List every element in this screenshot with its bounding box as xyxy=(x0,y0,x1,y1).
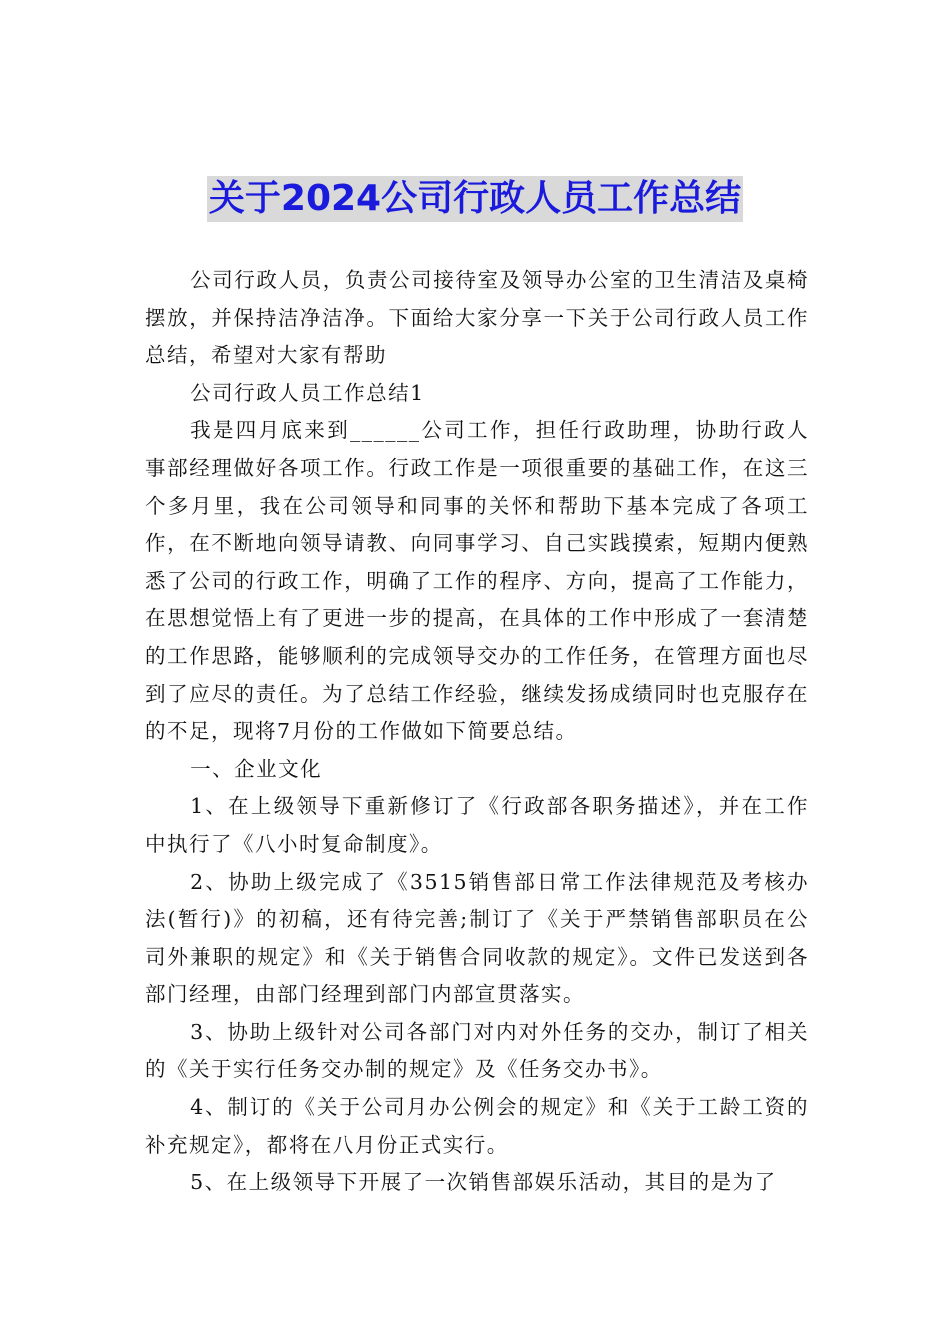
document-body xyxy=(145,262,809,1202)
list-item-3: 3、协助上级针对公司各部门对内对外任务的交办，制订了相关的《关于实行任务交办制的规定》及《任务交办书》。 xyxy=(145,1019,809,1082)
title-container xyxy=(0,176,950,222)
document-title: 关于2024公司行政人员工作总结 xyxy=(207,176,743,222)
intro-paragraph: 公司行政人员，负责公司接待室及领导办公室的卫生清洁及桌椅摆放，并保持洁净洁净。下面给大家分享一下关于公司行政人员工作总结，希望对大家有帮助 xyxy=(145,268,809,368)
body-paragraph: 我是四月底来到______公司工作，担任行政助理，协助行政人事部经理做好各项工作。行政工作是一项很重要的基础工作，在这三个多月里，我在公司领导和同事的关怀和帮助下基本完成了各项工作，在不断地向领导请教、向同事学习、自己实践摸索，短期内便熟悉了公司的行政工作，明确了工作的程序、方向，提高了工作能力，在思想觉悟上有了更进一步的提高，在具体的工作中形成了一套清楚的工作思路，能够顺利的完成领导交办的工作任务，在管理方面也尽到了应尽的责任。为了总结工作经验，继续发扬成绩同时也克服存在的不足，现将7月份的工作做如下简要总结。 xyxy=(145,418,809,744)
section-heading-summary-1: 公司行政人员工作总结1 xyxy=(190,380,425,405)
section-heading-corporate-culture: 一、企业文化 xyxy=(190,756,323,781)
list-item-1: 1、在上级领导下重新修订了《行政部各职务描述》，并在工作中执行了《八小时复命制度》。 xyxy=(145,794,809,856)
list-item-5: 5、在上级领导下开展了一次销售部娱乐活动，其目的是为了 xyxy=(190,1170,777,1195)
list-item-4: 4、制订的《关于公司月办公例会的规定》和《关于工龄工资的补充规定》，都将在八月份正式实行。 xyxy=(145,1095,809,1157)
list-item-2: 2、协助上级完成了《3515销售部日常工作法律规范及考核办法(暂行)》的初稿，还有待完善;制订了《关于严禁销售部职员在公司外兼职的规定》和《关于销售合同收款的规定》。文件已发送到各部门经理，由部门经理到部门内部宣贯落实。 xyxy=(145,869,809,1007)
